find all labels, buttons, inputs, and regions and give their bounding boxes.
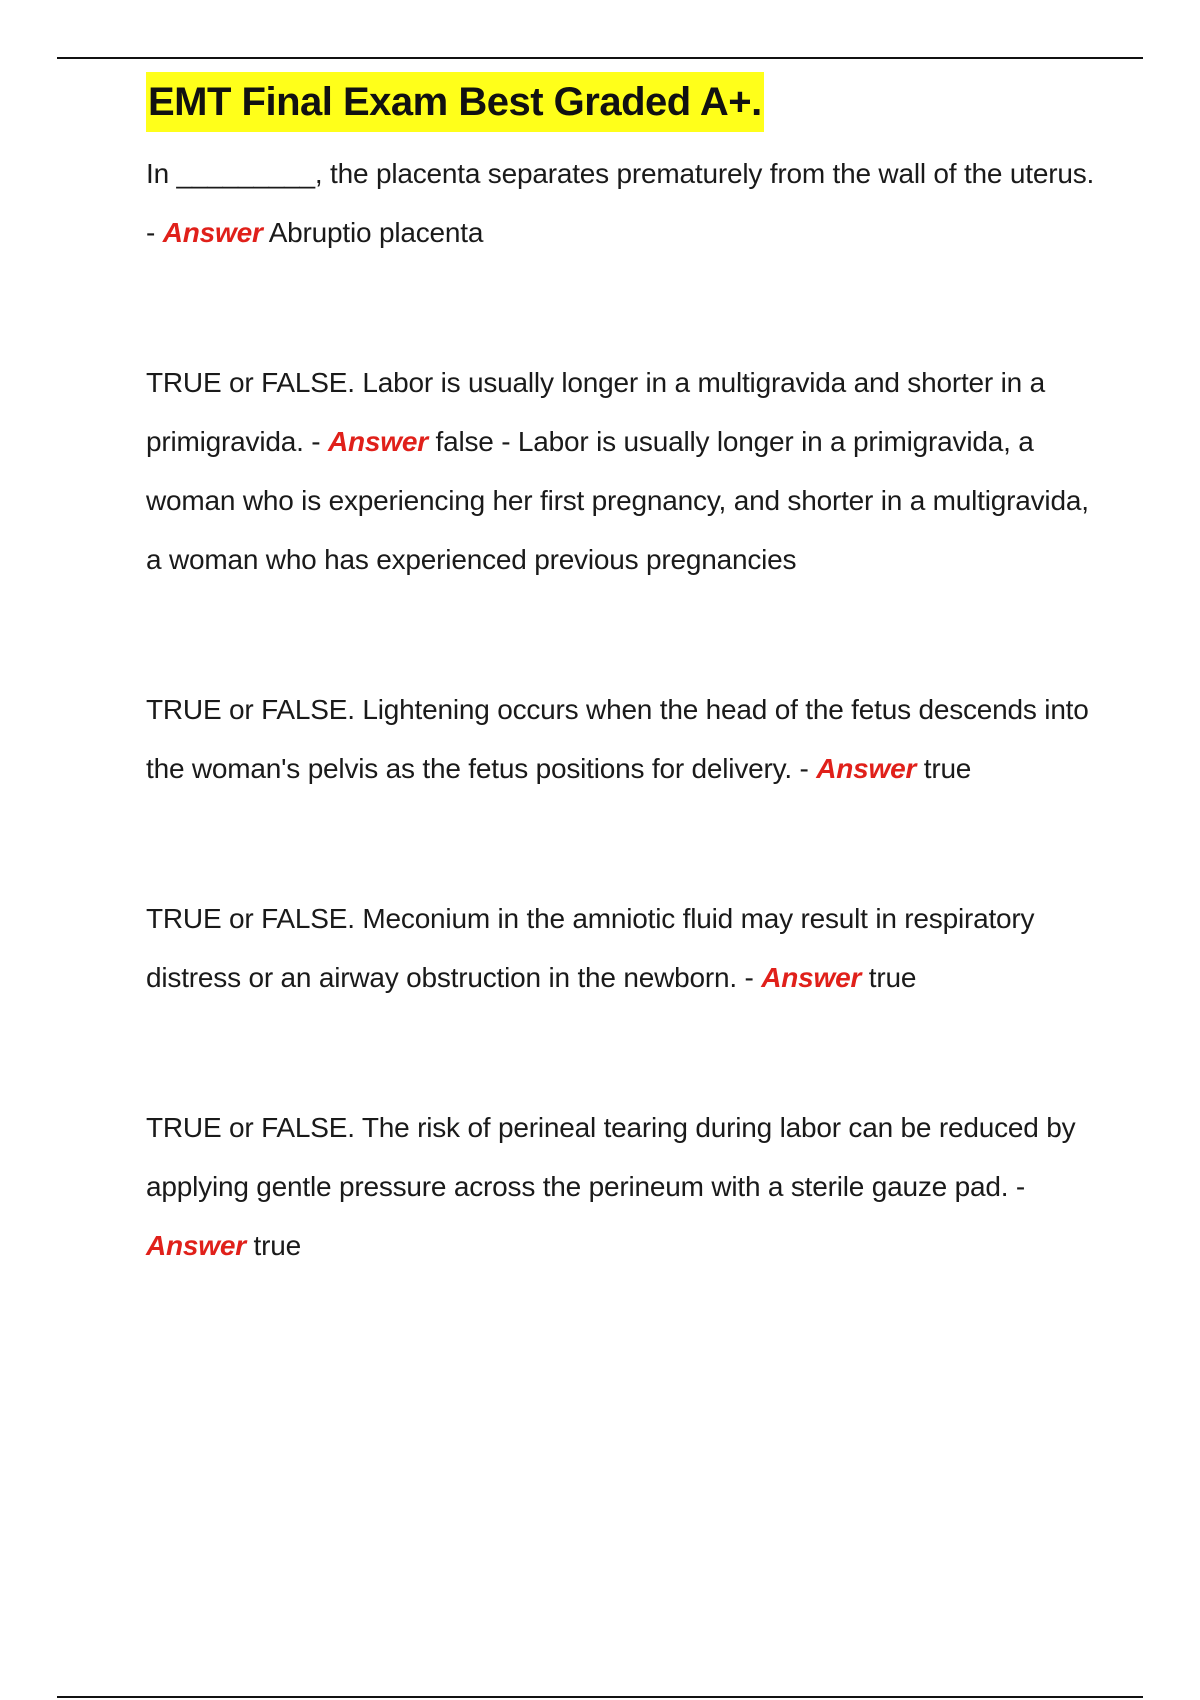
answer-label: Answer [162, 217, 263, 248]
qa-item-3 [146, 680, 1096, 798]
qa-item-1 [146, 144, 1096, 262]
answer-text: false - Labor is usually longer in a primigravida, a woman who is experiencing her first pregnancy, and shorter in a multigravida, a woman who has experienced previous pregnancies [146, 426, 1089, 575]
answer-label: Answer [761, 962, 862, 993]
answer-text: Abruptio placenta [262, 217, 484, 248]
bottom-rule [57, 1696, 1143, 1698]
top-rule [57, 57, 1143, 59]
document-body [146, 72, 1096, 1275]
answer-label: Answer [146, 1230, 246, 1261]
question-text: TRUE or FALSE. Meconium in the amniotic fluid may result in respiratory distress or an airway obstruction in the newborn. - [146, 903, 1035, 993]
document-title: EMT Final Exam Best Graded A+. [146, 72, 764, 132]
question-text: TRUE or FALSE. Lightening occurs when the head of the fetus descends into the woman's pelvis as the fetus positions for delivery. - [146, 694, 1089, 784]
qa-item-5 [146, 1098, 1096, 1275]
qa-item-4 [146, 889, 1096, 1007]
answer-label: Answer [816, 753, 917, 784]
answer-text: true [916, 753, 972, 784]
answer-text: true [861, 962, 917, 993]
qa-item-2 [146, 353, 1096, 589]
question-text: TRUE or FALSE. Labor is usually longer in a multigravida and shorter in a primigravida. - [146, 367, 1045, 457]
answer-text: true [245, 1230, 301, 1261]
answer-label: Answer [327, 426, 428, 457]
question-text: In _________, the placenta separates prematurely from the wall of the uterus. - [146, 158, 1095, 248]
question-text: TRUE or FALSE. The risk of perineal tearing during labor can be reduced by applying gentle pressure across the perineum with a sterile gauze pad. - [146, 1112, 1076, 1202]
